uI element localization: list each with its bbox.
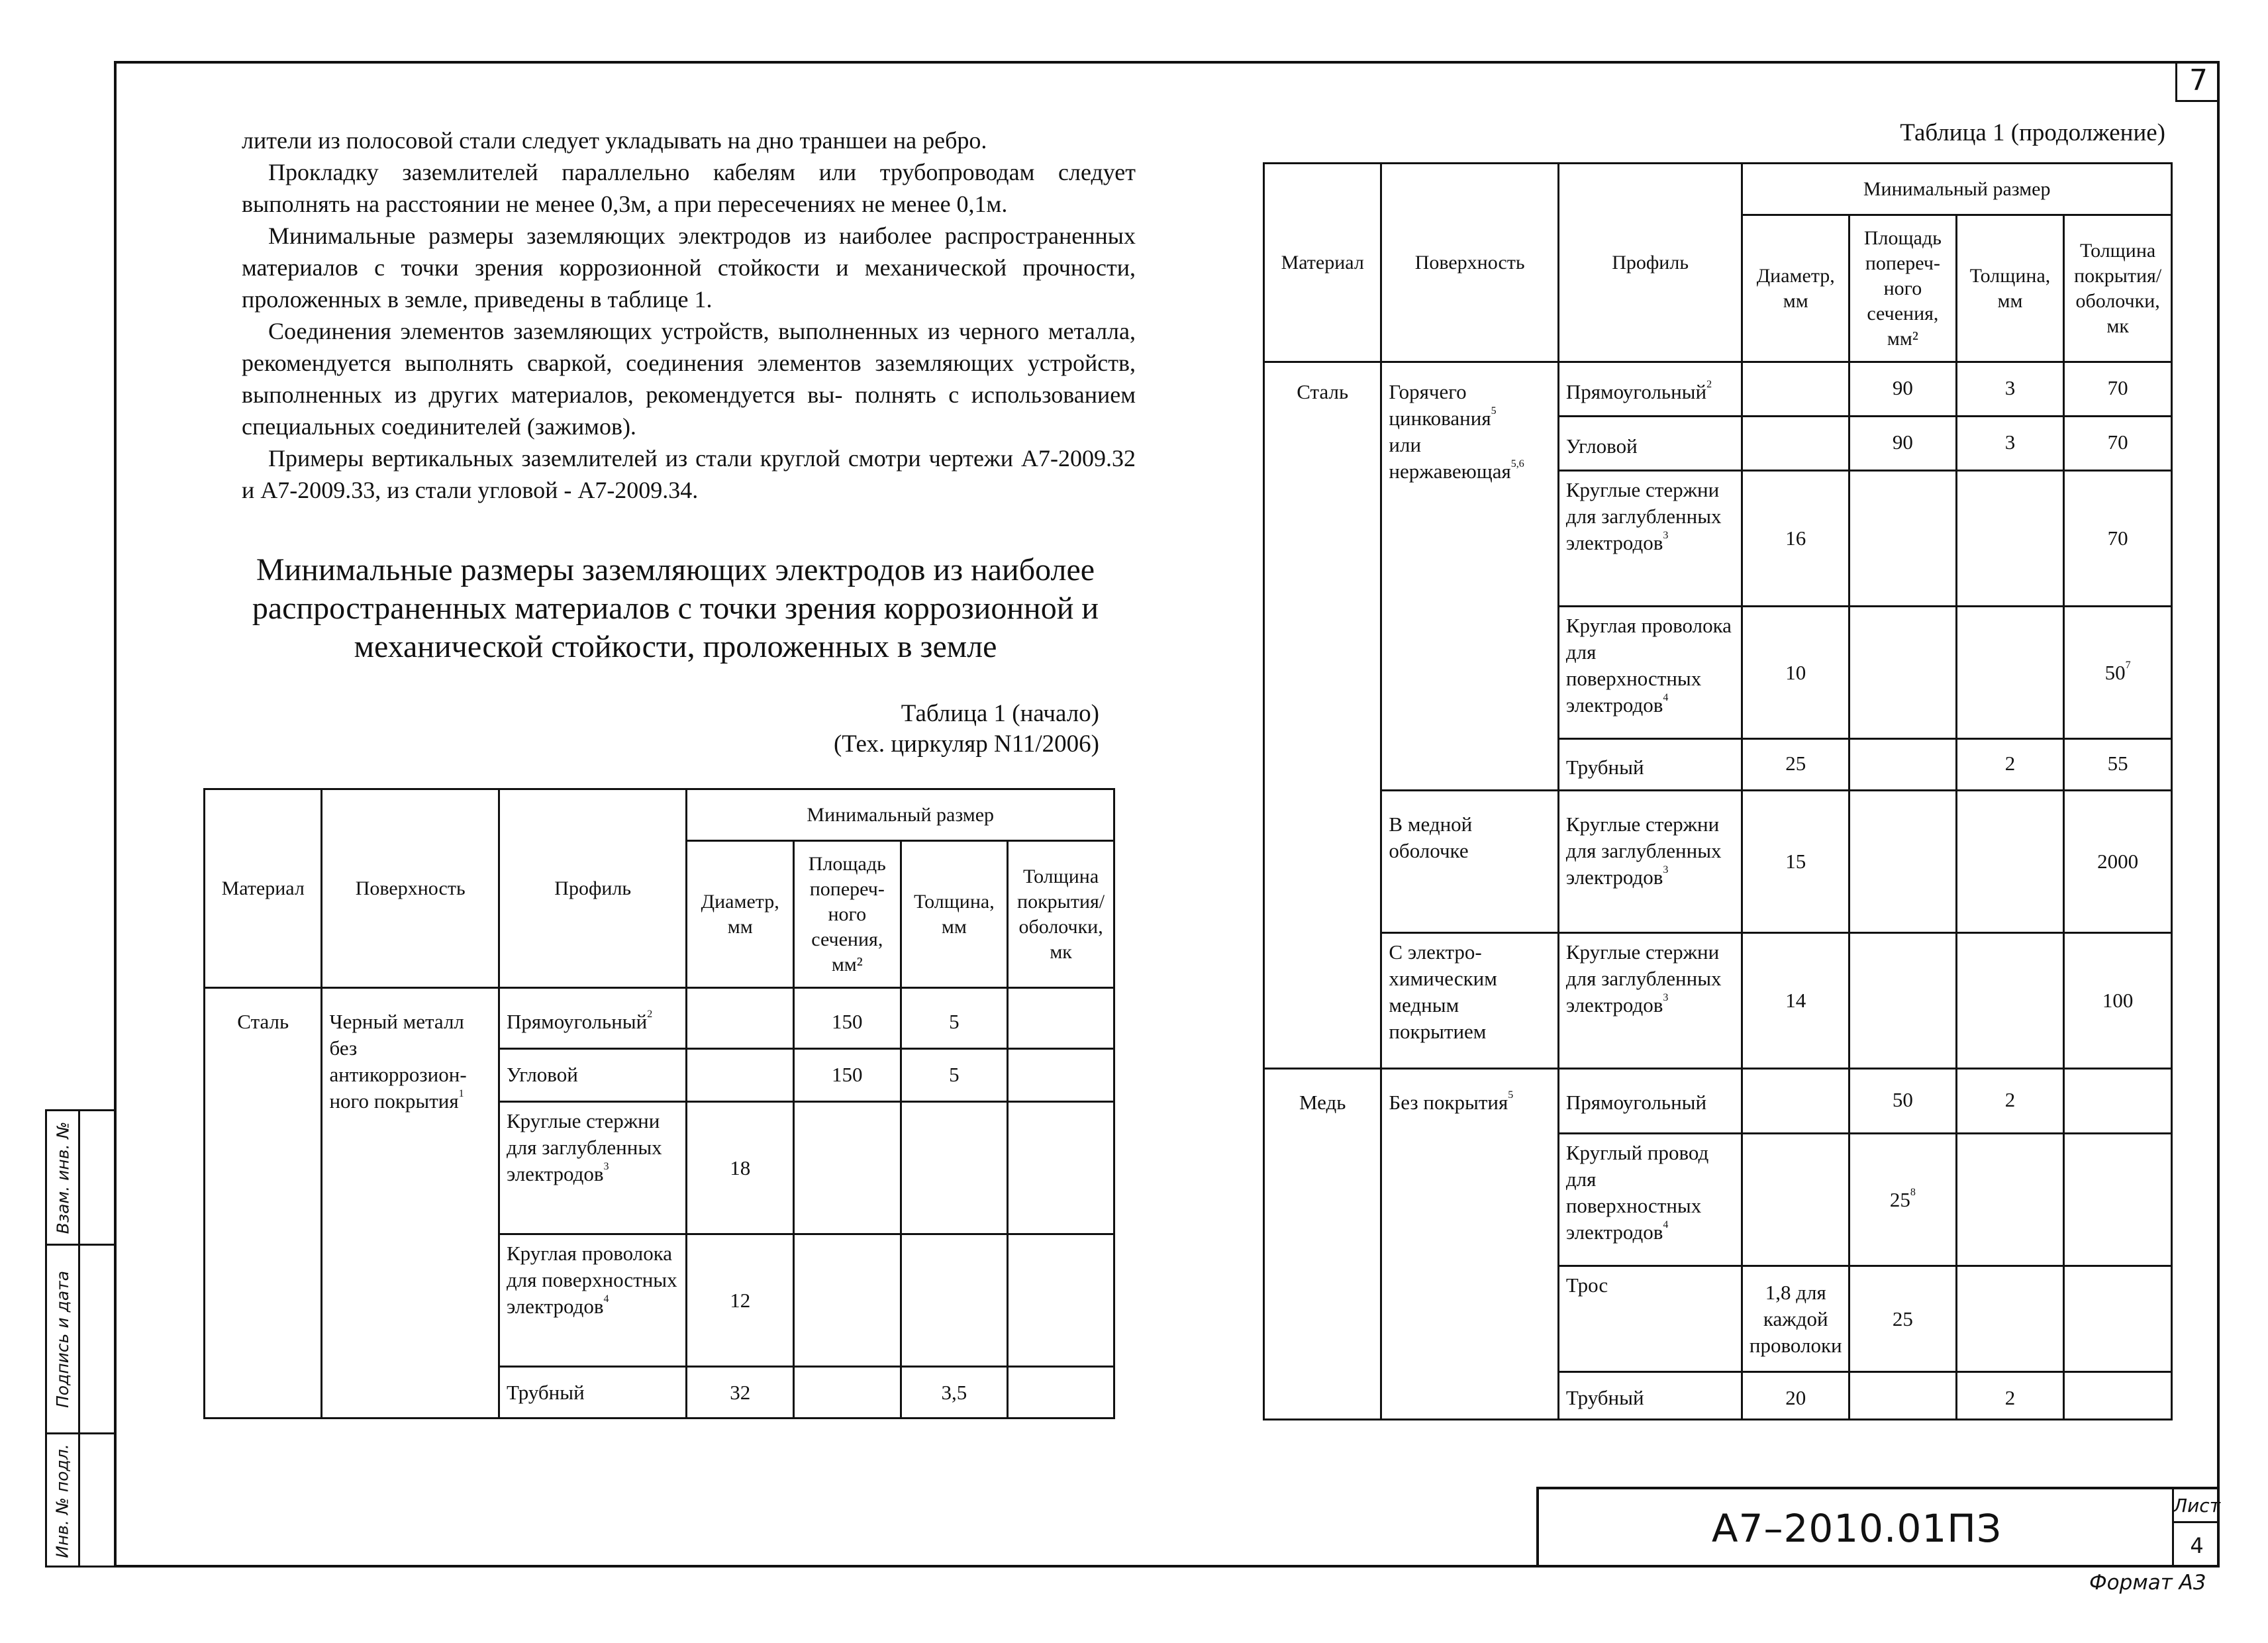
coating-cell [2064, 1266, 2172, 1372]
thickness-cell [1956, 1134, 2064, 1266]
document-code: А7–2010.01ПЗ [1711, 1506, 2002, 1551]
diameter-cell: 25 [1742, 739, 1849, 791]
material-cell: Сталь [1264, 362, 1381, 1069]
diameter-cell: 20 [1742, 1372, 1849, 1420]
coating-cell [2064, 1372, 2172, 1420]
sheet-label: Лист [2174, 1489, 2220, 1523]
thickness-cell: 3 [1956, 417, 2064, 471]
area-cell [1849, 471, 1957, 607]
surface-cell: Без покрытия$^5$ [1381, 1069, 1558, 1420]
thickness-cell [1956, 933, 2064, 1069]
area-cell: 50 [1849, 1069, 1957, 1134]
profile-cell: Круглые стержни для заглубленных электродов$^3$ [1558, 791, 1742, 933]
header-coating: Толщина покрытия/ оболочки, мк [2064, 215, 2172, 362]
paragraph: лители из полосовой стали следует укладывать на дно траншеи на ребро. [242, 127, 987, 154]
thickness-cell [1956, 791, 2064, 933]
thickness-cell: 2 [1956, 739, 2064, 791]
thickness-cell: 3 [1956, 362, 2064, 417]
thickness-cell: 5 [901, 1049, 1008, 1102]
format-label: Формат А3 [2089, 1571, 2206, 1595]
area-cell: 150 [794, 988, 901, 1049]
paragraph: Минимальные размеры заземляющих электродов из наиболее распространенных материалов с точки зрения коррозионной стойкости и механической прочности, проложенных в земле, приведены в таблице 1. [242, 223, 1136, 313]
side-stamp-label: Инв. № подл. [53, 1444, 73, 1558]
profile-cell: Трубный [1558, 739, 1742, 791]
paragraph: Примеры вертикальных заземлителей из стали круглой смотри чертежи А7-2009.32 и А7-2009.33, из стали угловой - А7-2009.34. [242, 445, 1136, 503]
side-stamp-cell [47, 1432, 115, 1568]
profile-cell: Трубный [499, 1367, 686, 1419]
profile-cell: Круглая проволока для поверхностных электродов$^4$ [1558, 607, 1742, 739]
coating-cell: 70 [2064, 362, 2172, 417]
header-surface: Поверхность [322, 789, 499, 988]
material-cell: Сталь [205, 988, 322, 1419]
header-diameter: Диаметр, мм [687, 841, 794, 988]
area-cell: 90 [1849, 417, 1957, 471]
diameter-cell [1742, 417, 1849, 471]
coating-cell: 2000 [2064, 791, 2172, 933]
profile-cell: Круглые стержни для заглубленных электродов$^3$ [1558, 471, 1742, 607]
diameter-cell: 14 [1742, 933, 1849, 1069]
coating-cell: 100 [2064, 933, 2172, 1069]
profile-cell: Круглый провод для поверхностных электродов$^4$ [1558, 1134, 1742, 1266]
diameter-cell: 15 [1742, 791, 1849, 933]
header-material: Материал [1264, 164, 1381, 362]
surface-cell: В медной оболочке [1381, 791, 1558, 933]
area-cell [1849, 933, 1957, 1069]
surface-cell: С электро- химическим медным покрытием [1381, 933, 1558, 1069]
header-profile: Профиль [1558, 164, 1742, 362]
diameter-cell [687, 1049, 794, 1102]
diameter-cell: 12 [687, 1234, 794, 1367]
header-min-size: Минимальный размер [1742, 164, 2172, 215]
diameter-cell: 1,8 для каждой проволоки [1742, 1266, 1849, 1372]
header-material: Материал [205, 789, 322, 988]
header-area: Площадь попереч- ного сечения, мм² [1849, 215, 1957, 362]
profile-cell: Прямоугольный$^2$ [1558, 362, 1742, 417]
thickness-cell [1956, 607, 2064, 739]
material-cell: Медь [1264, 1069, 1381, 1420]
profile-cell: Трубный [1558, 1372, 1742, 1420]
table1-caption [596, 699, 1099, 760]
title-block [1536, 1487, 2220, 1568]
header-diameter: Диаметр, мм [1742, 215, 1849, 362]
coating-cell [2064, 1069, 2172, 1134]
side-stamp-cell [47, 1244, 115, 1432]
header-surface: Поверхность [1381, 164, 1558, 362]
table-caption-line: Таблица 1 (начало) [901, 700, 1099, 727]
thickness-cell [1956, 1266, 2064, 1372]
area-cell: 25 [1849, 1266, 1957, 1372]
thickness-cell: 2 [1956, 1069, 2064, 1134]
thickness-cell: 5 [901, 988, 1008, 1049]
side-stamp-cell [47, 1109, 115, 1244]
coating-cell: 70 [2064, 417, 2172, 471]
profile-cell: Угловой [1558, 417, 1742, 471]
coating-cell: 55 [2064, 739, 2172, 791]
side-stamp [45, 1109, 117, 1568]
diameter-cell: 16 [1742, 471, 1849, 607]
coating-cell [1008, 1367, 1114, 1419]
surface-cell: Горячего цинкования$^5$ или нержавеющая$^{5,6}$ [1381, 362, 1558, 791]
section-heading [159, 551, 1192, 666]
coating-cell [1008, 1049, 1114, 1102]
thickness-cell: 3,5 [901, 1367, 1008, 1419]
thickness-cell [1956, 471, 2064, 607]
coating-cell [2064, 1134, 2172, 1266]
body-text [242, 124, 1136, 506]
heading-line: Минимальные размеры заземляющих электродов из наиболее [256, 552, 1095, 587]
diameter-cell: 18 [687, 1102, 794, 1234]
profile-cell: Круглые стержни для заглубленных электродов$^3$ [1558, 933, 1742, 1069]
profile-cell: Круглая проволока для поверхностных электродов$^4$ [499, 1234, 686, 1367]
area-cell [1849, 607, 1957, 739]
diameter-cell [687, 988, 794, 1049]
area-cell [794, 1234, 901, 1367]
area-cell: $25^8$ [1849, 1134, 1957, 1266]
header-profile: Профиль [499, 789, 686, 988]
diameter-cell [1742, 1069, 1849, 1134]
thickness-cell [901, 1102, 1008, 1234]
area-cell [1849, 1372, 1957, 1420]
header-min-size: Минимальный размер [687, 789, 1114, 841]
diameter-cell: 32 [687, 1367, 794, 1419]
sheet-box [2172, 1489, 2220, 1568]
coating-cell [1008, 1234, 1114, 1367]
header-thickness: Толщина, мм [1956, 215, 2064, 362]
surface-cell: Черный металл без антикоррозион- ного покрытия$^1$ [322, 988, 499, 1419]
profile-cell: Прямоугольный [1558, 1069, 1742, 1134]
area-cell [794, 1102, 901, 1234]
table2 [1263, 162, 2173, 1420]
heading-line: механической стойкости, проложенных в земле [354, 629, 997, 664]
diameter-cell [1742, 362, 1849, 417]
profile-cell: Угловой [499, 1049, 686, 1102]
diameter-cell [1742, 1134, 1849, 1266]
coating-cell [1008, 1102, 1114, 1234]
thickness-cell [901, 1234, 1008, 1367]
area-cell [1849, 791, 1957, 933]
sheet-corner-number: 7 [2175, 61, 2220, 102]
profile-cell: Круглые стержни для заглубленных электродов$^3$ [499, 1102, 686, 1234]
diameter-cell: 10 [1742, 607, 1849, 739]
area-cell [794, 1367, 901, 1419]
table1 [203, 788, 1115, 1419]
area-cell: 150 [794, 1049, 901, 1102]
paragraph: Прокладку заземлителей параллельно кабелям или трубопроводам следует выполнять на расстоянии не менее 0,3м, а при пересечениях не менее 0,1м. [242, 159, 1136, 217]
table2-caption: Таблица 1 (продолжение) [1900, 119, 2165, 146]
profile-cell: Прямоугольный$^2$ [499, 988, 686, 1049]
table-caption-line: (Тех. циркуляр N11/2006) [833, 730, 1099, 758]
side-stamp-label: Подпись и дата [53, 1270, 72, 1408]
area-cell: 90 [1849, 362, 1957, 417]
heading-line: распространенных материалов с точки зрения коррозионной и [252, 591, 1099, 626]
thickness-cell: 2 [1956, 1372, 2064, 1420]
area-cell [1849, 739, 1957, 791]
header-area: Площадь попереч- ного сечения, мм² [794, 841, 901, 988]
header-coating: Толщина покрытия/ оболочки, мк [1008, 841, 1114, 988]
paragraph: Соединения элементов заземляющих устройств, выполненных из черного металла, рекомендуется выполнять сваркой, соединения элементов заземляющих устройств, выполненных из других материалов, рекомендуется вы- полнять с использованием специальных соединителей (зажимов). [242, 318, 1136, 440]
coating-cell [1008, 988, 1114, 1049]
coating-cell: 70 [2064, 471, 2172, 607]
profile-cell: Трос [1558, 1266, 1742, 1372]
coating-cell: $50^7$ [2064, 607, 2172, 739]
sheet-number: 4 [2190, 1532, 2204, 1558]
side-stamp-label: Взам. инв. № [53, 1121, 72, 1234]
header-thickness: Толщина, мм [901, 841, 1008, 988]
